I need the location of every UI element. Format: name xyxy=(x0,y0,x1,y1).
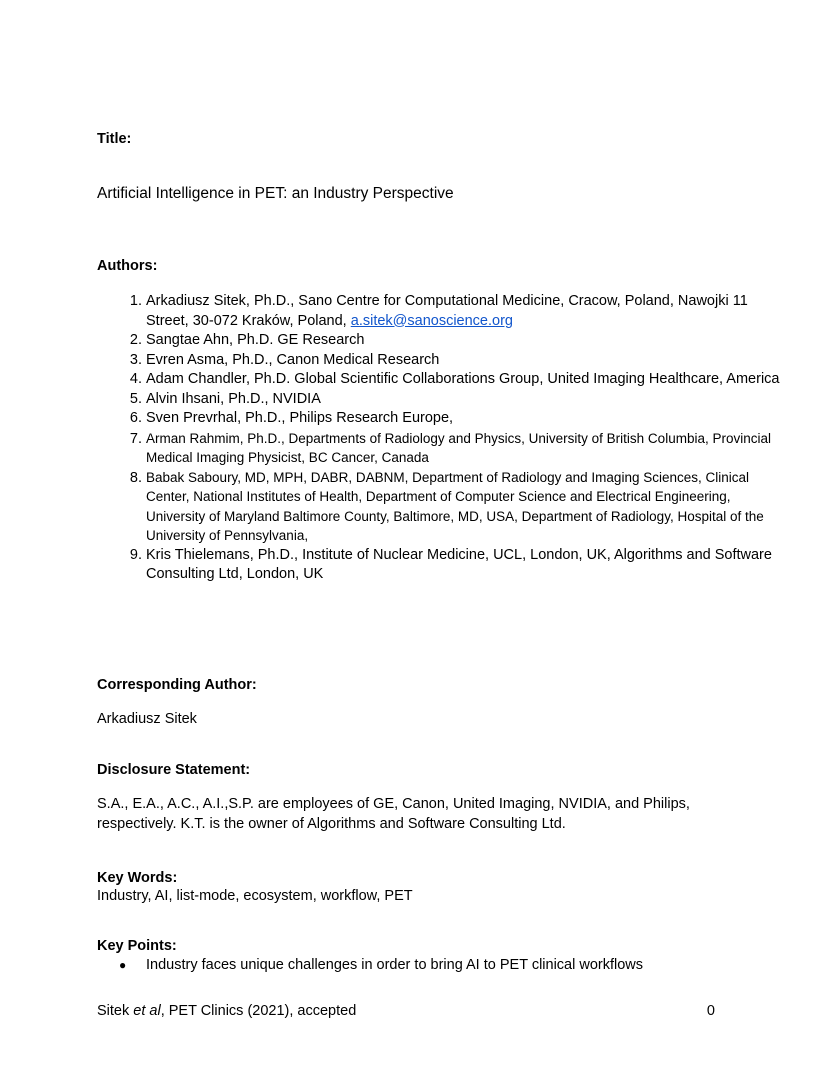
keywords-label: Key Words: xyxy=(97,870,178,886)
author-text: Kris Thielemans, Ph.D., Institute of Nuclear Medicine, UCL, London, UK, Algorithms and Software Consulting Ltd, London, UK xyxy=(146,546,772,582)
author-email-link[interactable]: a.sitek@sanoscience.org xyxy=(350,312,513,329)
keywords-text: Industry, AI, list-mode, ecosystem, workflow, PET xyxy=(97,888,413,904)
author-item xyxy=(146,331,786,351)
footer-etal: et al xyxy=(133,1003,161,1019)
keypoints-label: Key Points: xyxy=(97,938,177,954)
author-item xyxy=(146,468,786,546)
author-text: Evren Asma, Ph.D., Canon Medical Research xyxy=(146,351,440,368)
corresponding-author-name: Arkadiusz Sitek xyxy=(97,711,197,727)
author-text: Arkadiusz Sitek, Ph.D., Sano Centre for Computational Medicine, Cracow, Poland, Nawojki 11 Street, 30-072 Kraków, Poland, xyxy=(146,293,748,329)
title-label: Title: xyxy=(97,131,132,147)
keypoint-text: Industry faces unique challenges in order to bring AI to PET clinical workflows xyxy=(146,957,644,973)
keypoints-list xyxy=(97,955,786,975)
bullet-icon: ● xyxy=(119,958,127,972)
author-text: Arman Rahmim, Ph.D., Departments of Radiology and Physics, University of British Columbia, Provincial Medical Imaging Physicist, BC Cancer, Canada xyxy=(146,430,771,465)
author-text: Sangtae Ahn, Ph.D. GE Research xyxy=(146,332,365,348)
author-item xyxy=(146,409,786,429)
keypoint-item xyxy=(119,955,786,975)
author-text: Sven Prevrhal, Ph.D., Philips Research Europe, xyxy=(146,410,454,426)
authors-label: Authors: xyxy=(97,258,158,274)
author-text: Adam Chandler, Ph.D. Global Scientific Collaborations Group, United Imaging Healthcare, America xyxy=(146,371,780,387)
author-item xyxy=(146,370,786,390)
footer-citation xyxy=(97,1003,356,1019)
author-item xyxy=(146,390,786,410)
footer-citation-text: , PET Clinics (2021), accepted xyxy=(160,1003,357,1019)
document-title: Artificial Intelligence in PET: an Industry Perspective xyxy=(97,185,454,202)
author-list xyxy=(97,292,786,585)
disclosure-text: S.A., E.A., A.C., A.I.,S.P. are employees of GE, Canon, United Imaging, NVIDIA, and Philips, respectively. K.T. is the owner of Algorithms and Software Consulting Ltd. xyxy=(97,796,690,832)
disclosure-label: Disclosure Statement: xyxy=(97,762,251,778)
footer-author: Sitek xyxy=(97,1003,134,1019)
author-item xyxy=(146,292,786,331)
author-text: Babak Saboury, MD, MPH, DABR, DABNM, Department of Radiology and Imaging Sciences, Clinical Center, National Institutes of Health, Department of Computer Science and Electrical Engineering, University of Maryland Baltimore County, Baltimore, MD, USA, Department of Radiology, Hospital of the University of Pennsylvania, xyxy=(146,469,764,543)
author-item xyxy=(146,351,786,371)
page-footer xyxy=(97,1003,715,1019)
author-item xyxy=(146,546,786,585)
corresponding-author-label: Corresponding Author: xyxy=(97,677,257,693)
page-number: 0 xyxy=(706,1003,715,1019)
author-text: Alvin Ihsani, Ph.D., NVIDIA xyxy=(146,390,321,407)
author-item xyxy=(146,429,786,468)
